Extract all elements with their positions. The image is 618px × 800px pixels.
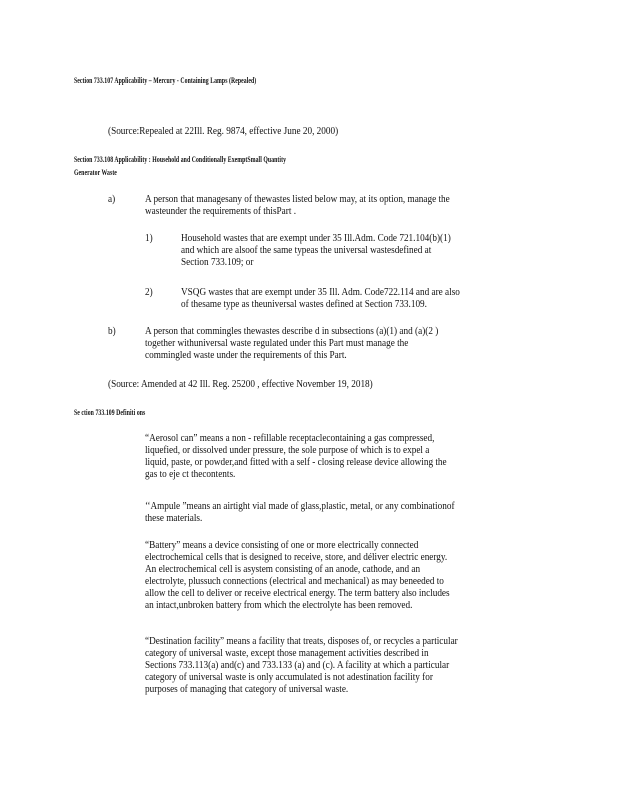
subsection-a1-line: and which are alsoof the same typeas the universal wastesdefined at <box>181 245 432 256</box>
definition-line: Sections 733.113(a) and(c) and 733.133 (a) and (c). A facility at which a particular <box>145 660 450 671</box>
definition-line: an intact,unbroken battery from which the electrolyte has been removed. <box>145 600 413 611</box>
definition-line: category of universal waste, except those management activities described in <box>145 648 429 659</box>
subsection-a2-line: of thesame type as theuniversal wastes defined at Section 733.109. <box>181 299 427 310</box>
section-733-108-source-note: (Source: Amended at 42 Ill. Reg. 25200 , effective November 19, 2018) <box>108 379 373 390</box>
subsection-a1-text <box>181 233 451 269</box>
subsection-b-line: commingled waste under the requirements of this Part. <box>145 350 347 361</box>
definition-destination-facility <box>145 636 458 696</box>
subsection-a1-line: Section 733.109; or <box>181 257 254 268</box>
subsection-a2-text <box>181 287 460 311</box>
subsection-b-marker: b) <box>108 326 116 337</box>
subsection-a2-line: VSQG wastes that are exempt under 35 Ill. Adm. Code722.114 and are also <box>181 287 460 298</box>
definition-line: “Destination facility” means a facility that treats, disposes of, or recycles a particular <box>145 636 458 647</box>
definition-line: “Aerosol can” means a non - refillable receptaclecontaining a gas compressed, <box>145 433 435 444</box>
definition-line: purposes of managing that category of universal waste. <box>145 684 349 695</box>
definition-line: ‘‘Ampule ”means an airtight vial made of glass,plastic, metal, or any combinationof <box>145 501 455 512</box>
subsection-a-line: wasteunder the requirements of thisPart . <box>145 206 297 217</box>
section-733-109-heading: Se ction 733.109 Definiti ons <box>74 408 146 417</box>
subsection-b-text <box>145 326 438 362</box>
subsection-a2-marker: 2) <box>145 287 153 298</box>
definition-line: category of universal waste is only accumulated is not adestination facility for <box>145 672 433 683</box>
subsection-b-line: A person that commingles thewastes describe d in subsections (a)(1) and (a)(2 ) <box>145 326 439 337</box>
section-733-108-heading-continued: Generator Waste <box>74 168 117 177</box>
definition-ampule <box>145 501 455 525</box>
subsection-b-line: together withuniversal waste regulated under this Part must manage the <box>145 338 409 349</box>
definition-line: liquid, paste, or powder,and fitted with a self - closing release device allowing the <box>145 457 447 468</box>
definition-battery <box>145 540 450 612</box>
subsection-a-line: A person that managesany of thewastes listed below may, at its option, manage the <box>145 194 450 205</box>
definition-line: liquefied, or dissolved under pressure, the sole purpose of which is to expel a <box>145 445 430 456</box>
subsection-a-marker: a) <box>108 194 116 205</box>
section-733-107-source-note: (Source:Repealed at 22Ill. Reg. 9874, effective June 20, 2000) <box>108 126 339 137</box>
definition-aerosol-can <box>145 433 447 481</box>
definition-line: gas to eje ct thecontents. <box>145 469 236 480</box>
definition-line: An electrochemical cell is asystem consisting of an anode, cathode, and an <box>145 564 421 575</box>
definition-line: allow the cell to deliver or receive electrical energy. The term battery also includes <box>145 588 450 599</box>
section-733-108-heading: Section 733.108 Applicability : Household and Conditionally ExemptSmall Quantity <box>74 155 287 164</box>
definition-line: electrolyte, plussuch connections (electrical and mechanical) as may beneeded to <box>145 576 444 587</box>
section-733-107-heading: Section 733.107 Applicability – Mercury - Containing Lamps (Repealed) <box>74 76 257 85</box>
subsection-a1-marker: 1) <box>145 233 153 244</box>
definition-line: “Battery” means a device consisting of one or more electrically connected <box>145 540 419 551</box>
definition-line: these materials. <box>145 513 203 524</box>
definition-line: electrochemical cells that is designed to receive, store, and déliver electric energy. <box>145 552 448 563</box>
subsection-a1-line: Household wastes that are exempt under 35 Ill.Adm. Code 721.104(b)(1) <box>181 233 451 244</box>
subsection-a-text <box>145 194 450 218</box>
